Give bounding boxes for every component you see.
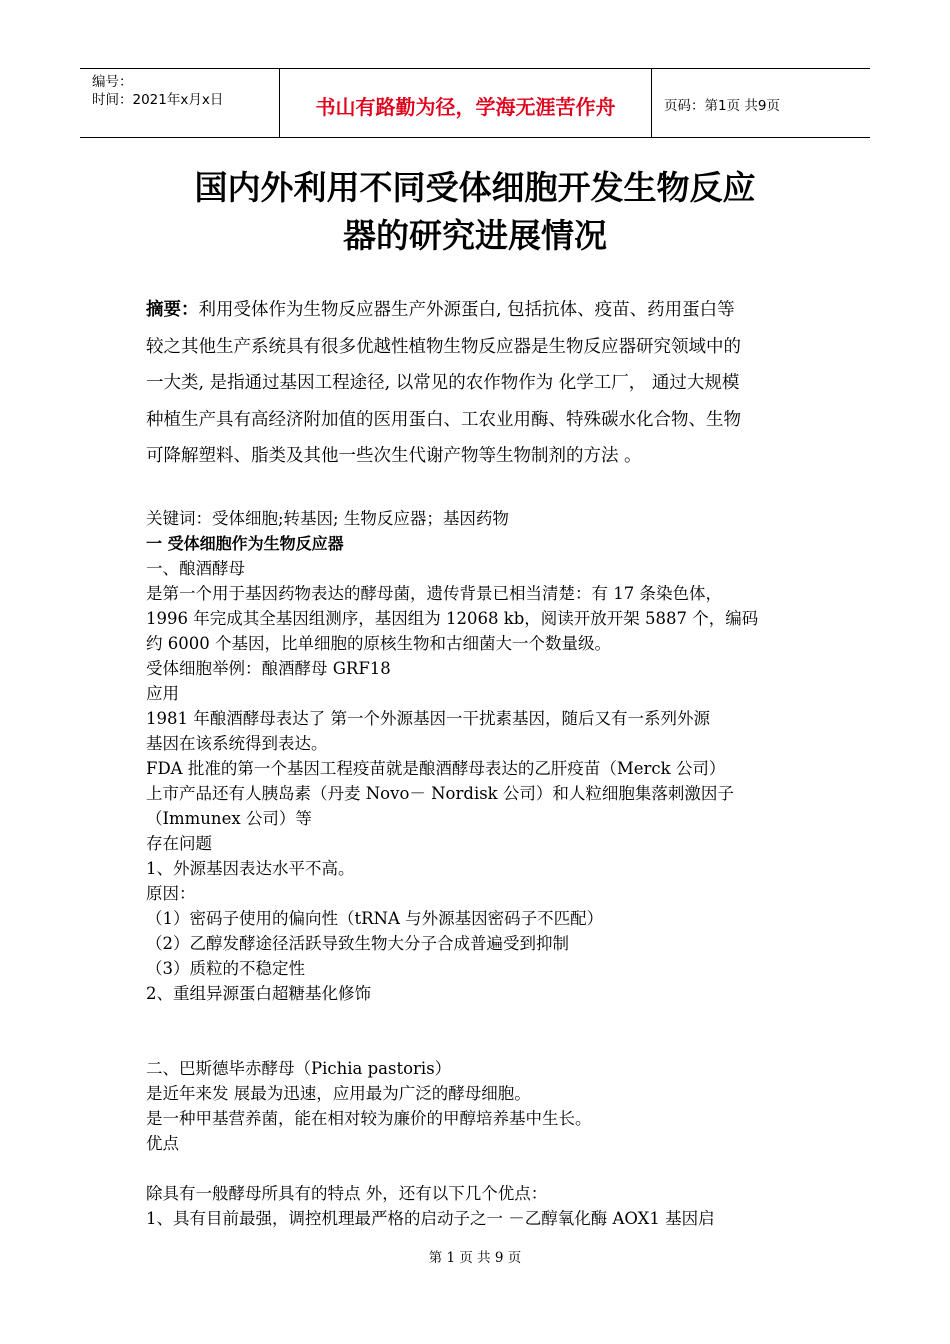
header-motto: 书山有路勤为径，学海无涯苦作舟: [280, 69, 652, 137]
header-page-info: 页码：第1页 共9页: [664, 98, 780, 114]
body-line: 除具有一般酵母所具有的特点 外，还有以下几个优点：: [146, 1184, 548, 1203]
body-line: 约 6000 个基因，比单细胞的原核生物和古细菌大一个数量级。: [146, 634, 611, 653]
body-line: （3）质粒的不稳定性: [146, 959, 305, 978]
abstract-label: 摘要：: [146, 300, 199, 320]
body-line: （1）密码子使用的偏向性（tRNA 与外源基因密码子不匹配）: [146, 909, 604, 928]
body-line: 是一种甲基营养菌，能在相对较为廉价的甲醇培养基中生长。: [146, 1109, 592, 1128]
body-line: 应用: [146, 684, 179, 703]
body-line: 是近年来发 展最为迅速，应用最为广泛的酵母细胞。: [146, 1084, 531, 1103]
body-line: 优点: [146, 1134, 179, 1153]
abstract-line: 种植生产具有高经济附加值的医用蛋白、工农业用酶、特殊碳水化合物、生物: [146, 409, 741, 430]
abstract-line: 一大类, 是指通过基因工程途径, 以常见的农作物作为 化学工厂， 通过大规模: [146, 373, 740, 393]
spacer: [146, 1156, 826, 1181]
code-label: 编号：: [92, 74, 133, 90]
body-line: 受体细胞举例：酿酒酵母 GRF18: [146, 659, 391, 678]
body-line: （2）乙醇发酵途径活跃导致生物大分子合成普遍受到抑制: [146, 934, 569, 953]
time-label: 时间：2021年x月x日: [92, 92, 224, 108]
body-line: 二、巴斯德毕赤酵母（Pichia pastoris）: [146, 1059, 452, 1078]
body-line: 1996 年完成其全基因组测序，基因组为 12068 kb，阅读开放开架 5887 个，编码: [146, 609, 759, 628]
body-line: 是第一个用于基因药物表达的酵母菌，遗传背景已相当清楚：有 17 条染色体，: [146, 584, 722, 603]
title-line-1: 国内外利用不同受体细胞开发生物反应: [194, 168, 756, 207]
body-line: 基因在该系统得到表达。: [146, 734, 328, 753]
title-line-2: 器的研究进展情况: [343, 216, 607, 255]
body-line: 上市产品还有人胰岛素（丹麦 Novo－ Nordisk 公司）和人粒细胞集落刺激因子: [146, 784, 734, 803]
body-line: 1、外源基因表达水平不高。: [146, 859, 355, 878]
body-line: 存在问题: [146, 834, 212, 853]
header-meta: [80, 69, 280, 137]
body-line: FDA 批准的第一个基因工程疫苗就是酿酒酵母表达的乙肝疫苗（Merck 公司）: [146, 759, 726, 778]
abstract-line: 摘要：利用受体作为生物反应器生产外源蛋白, 包括抗体、疫苗、药用蛋白等: [146, 300, 735, 320]
keywords: 关键词：受体细胞;转基因; 生物反应器；基因药物: [146, 509, 509, 528]
header-table: [80, 68, 870, 138]
body-line: 1、具有目前最强，调控机理最严格的启动子之一 －乙醇氧化酶 AOX1 基因启: [146, 1209, 715, 1228]
body-line: （Immunex 公司）等: [146, 809, 312, 828]
spacer: [146, 1006, 826, 1056]
body-line: 原因：: [146, 884, 196, 903]
abstract-line: 较之其他生产系统具有很多优越性植物生物反应器是生物反应器研究领域中的: [146, 336, 741, 357]
page-footer: 第 1 页 共 9 页: [428, 1250, 522, 1266]
abstract-line: 可降解塑料、脂类及其他一些次生代谢产物等生物制剂的方法 。: [146, 446, 642, 466]
body-text: [146, 506, 826, 1231]
section-heading: 一 受体细胞作为生物反应器: [146, 534, 344, 553]
abstract: [146, 292, 816, 475]
body-line: 1981 年酿酒酵母表达了 第一个外源基因一干扰素基因，随后又有一系列外源: [146, 709, 710, 728]
body-line: 2、重组异源蛋白超糖基化修饰: [146, 984, 371, 1003]
body-line: 一、酿酒酵母: [146, 559, 245, 578]
